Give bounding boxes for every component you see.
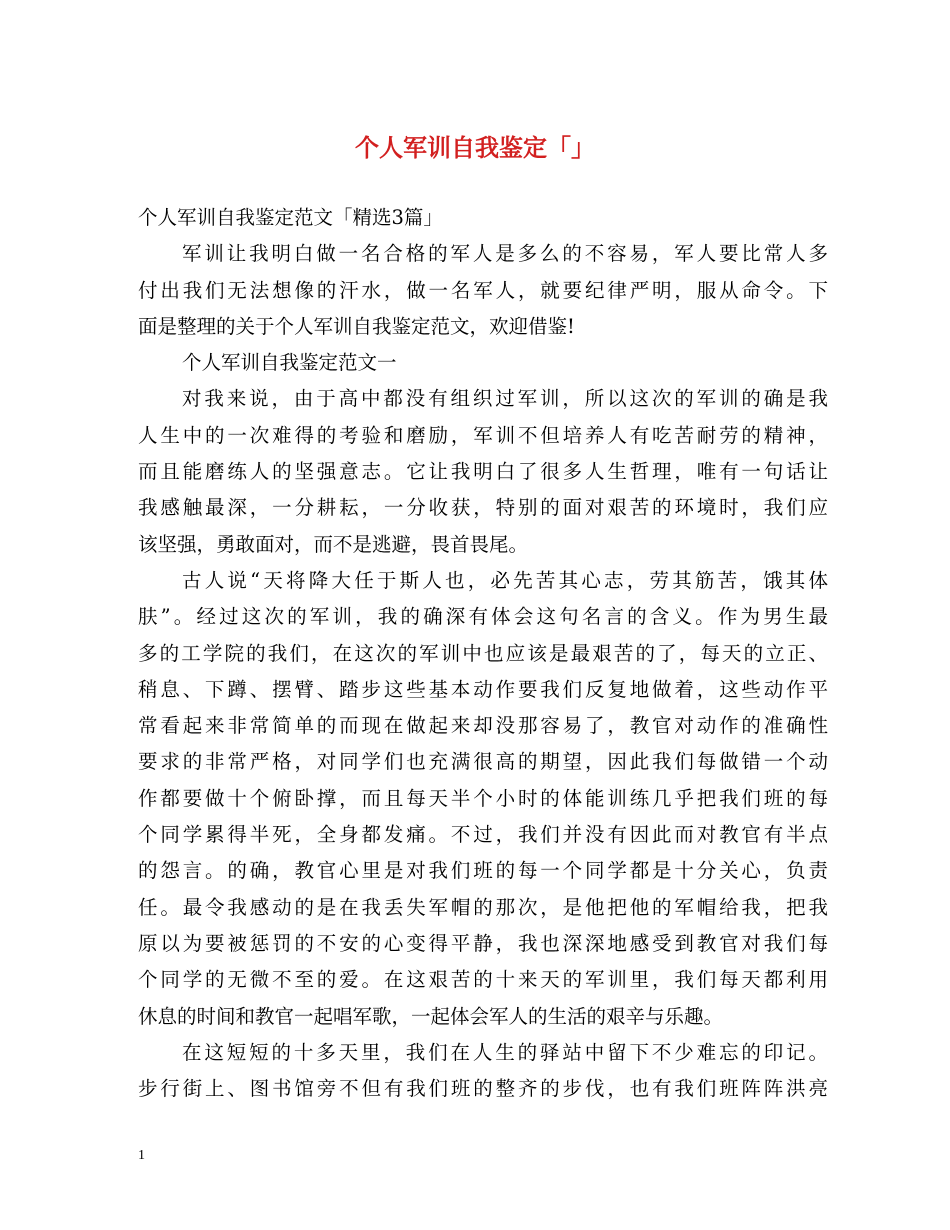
text-line: 对我来说，由于高中都没有组织过军训，所以这次的军训的确是我 [182,387,828,411]
text-line: 而且能磨练人的坚强意志。它让我明白了很多人生哲理，唯有一句话让 [138,460,828,484]
document-body [138,200,828,1107]
text-line: 原以为要被惩罚的不安的心变得平静，我也深深地感受到教官对我们每 [138,931,828,955]
page-number: 1 [138,1148,145,1163]
text-line: 休息的时间和教官一起唱军歌，一起体会军人的生活的艰辛与乐趣。 [138,1004,724,1028]
document-title: 个人军训自我鉴定「」 [355,133,595,162]
text-line: 多的工学院的我们，在这次的军训中也应该是最艰苦的了，每天的立正、 [138,641,828,665]
text-line: 步行街上、图书馆旁不但有我们班的整齐的步伐，也有我们班阵阵洪亮 [138,1077,828,1101]
text-line: 面是整理的关于个人军训自我鉴定范文，欢迎借鉴! [138,314,575,338]
text-line: 我感触最深，一分耕耘，一分收获，特别的面对艰苦的环境时，我们应 [138,496,828,520]
text-line: 古人说“天将降大任于斯人也，必先苦其心志，劳其筋苦，饿其体 [182,568,828,592]
text-line: 在这短短的十多天里，我们在人生的驿站中留下不少难忘的印记。 [182,1040,828,1064]
text-line: 的怨言。的确，教官心里是对我们班的每一个同学都是十分关心，负责 [138,859,828,883]
text-line: 稍息、下蹲、摆臂、踏步这些基本动作要我们反复地做着，这些动作平 [138,677,828,701]
text-line: 个人军训自我鉴定范文一 [182,351,397,375]
text-line: 要求的非常严格，对同学们也充满很高的期望，因此我们每做错一个动 [138,750,828,774]
text-line: 人生中的一次难得的考验和磨励，军训不但培养人有吃苦耐劳的精神， [138,423,828,447]
text-line: 该坚强，勇敢面对，而不是逃避，畏首畏尾。 [138,532,529,556]
text-line: 任。最令我感动的是在我丢失军帽的那次，是他把他的军帽给我，把我 [138,895,828,919]
text-line: 个人军训自我鉴定范文「精选3篇」 [138,206,443,229]
text-line: 作都要做十个俯卧撑，而且每天半个小时的体能训练几乎把我们班的每 [138,786,828,810]
text-line: 军训让我明白做一名合格的军人是多么的不容易，军人要比常人多 [182,242,828,266]
text-line: 付出我们无法想像的汗水，做一名军人，就要纪律严明，服从命令。下 [138,278,828,302]
text-line: 个同学累得半死，全身都发痛。不过，我们并没有因此而对教官有半点 [138,823,828,847]
text-line: 常看起来非常简单的而现在做起来却没那容易了，教官对动作的准确性 [138,714,828,738]
text-line: 肤”。经过这次的军训，我的确深有体会这句名言的含义。作为男生最 [138,605,828,629]
text-line: 个同学的无微不至的爱。在这艰苦的十来天的军训里，我们每天都利用 [138,968,828,992]
